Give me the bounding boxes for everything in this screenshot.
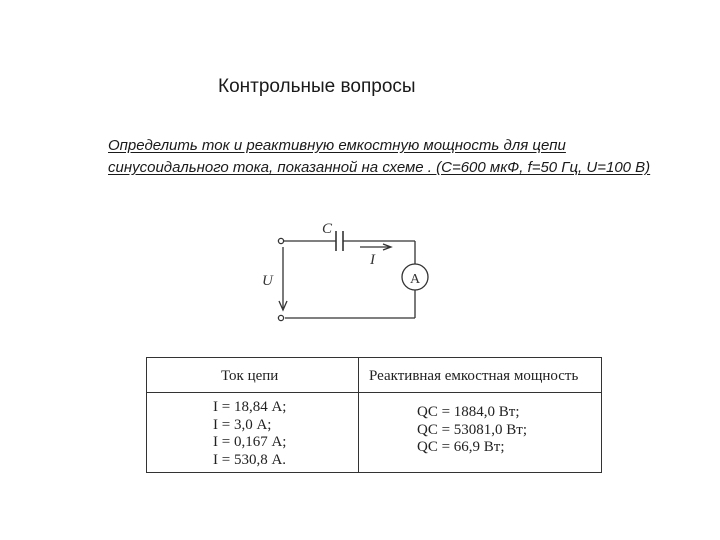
- terminal-top: [278, 238, 283, 243]
- slide-title: Контрольные вопросы: [218, 76, 416, 97]
- power-option: QC = 1884,0 Вт;: [417, 404, 520, 420]
- power-option: QC = 53081,0 Вт;: [417, 421, 528, 438]
- current-option: I = 530,8 А.: [213, 451, 287, 468]
- power-options-list: [417, 404, 527, 457]
- current-option: I = 3,0 А;: [213, 416, 272, 433]
- capacitor-label: C: [322, 221, 333, 237]
- question-text: Определить ток и реактивную емкостную мощность для цепи синусоидального тока, показанной на схеме . (С=600 мкФ, f=50 Гц, U=100 В): [108, 137, 651, 176]
- terminal-bottom: [278, 315, 283, 320]
- current-label: I: [370, 252, 375, 268]
- header-divider: [147, 392, 601, 393]
- power-header: Реактивная емкостная мощность: [369, 368, 579, 384]
- ammeter-label: A: [410, 272, 421, 287]
- current-option: I = 0,167 А;: [213, 434, 287, 450]
- current-options-list: [213, 399, 286, 469]
- current-header: Ток цепи: [221, 368, 279, 384]
- answers-table: [146, 357, 602, 473]
- voltage-label: U: [262, 273, 273, 289]
- current-option: I = 18,84 А;: [213, 399, 287, 415]
- power-option: QC = 66,9 Вт;: [417, 439, 505, 455]
- column-divider: [358, 358, 359, 472]
